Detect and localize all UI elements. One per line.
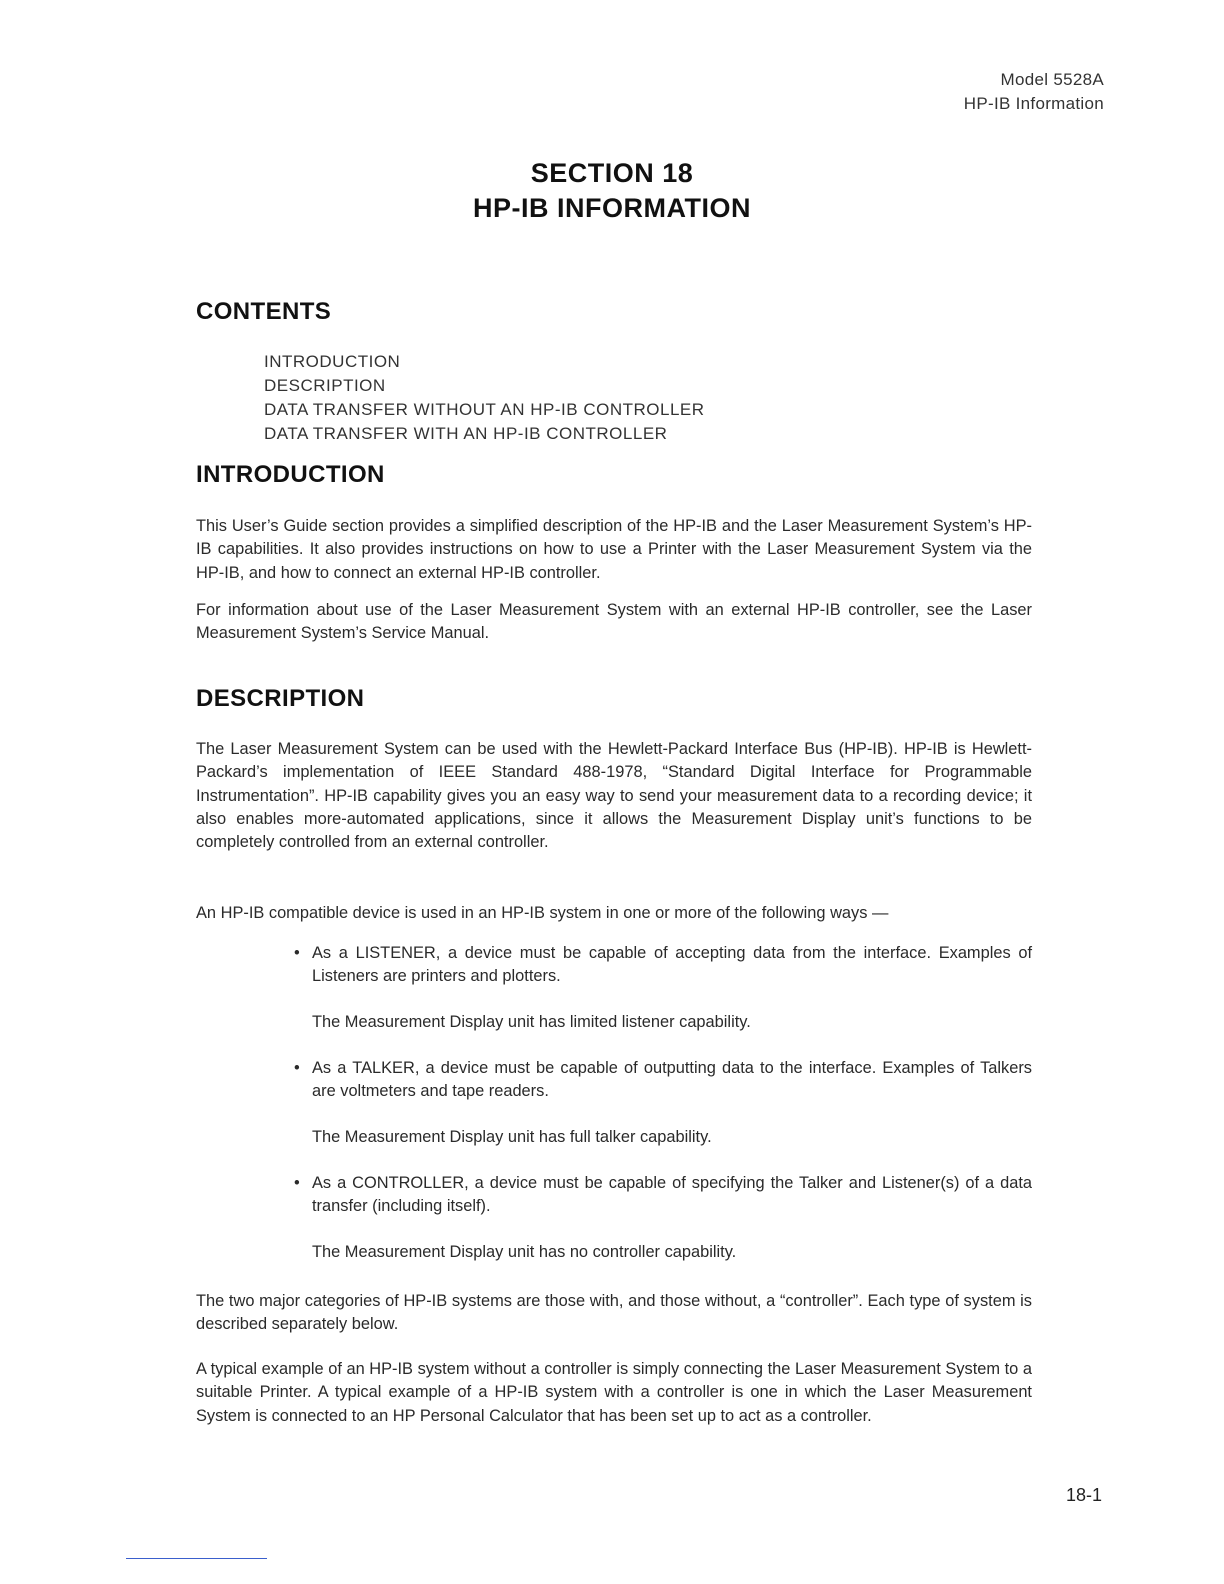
contents-item: DESCRIPTION [264,376,386,395]
bullet-icon: • [294,944,300,962]
contents-item: DATA TRANSFER WITH AN HP-IB CONTROLLER [264,424,668,443]
bullet-item-controller [296,1172,1032,1219]
section-title [0,156,1224,226]
running-header [964,68,1104,116]
divider-line [126,1558,267,1559]
page-number: 18-1 [1065,1485,1102,1505]
bullet-icon: • [294,1059,300,1077]
bullet-note: The Measurement Display unit has full talker capability. [312,1128,712,1146]
description-paragraph-1: The Laser Measurement System can be used with the Hewlett-Packard Interface Bus (HP-IB). HP-IB is Hewlett-Packard’s implementation of IEEE Standard 488-1978, “Standard Digital Interface for Programmable Instrumentation”. HP-IB capability gives you an easy way to send your measurement data to a recording device; it also enables more-automated applications, since it allows the Measurement Display unit’s functions to be completely controlled from an external controller. [196,740,1032,852]
description-paragraph-3: The two major categories of HP-IB systems are those with, and those without, a “controller”. Each type of system is described separately below. [196,1292,1032,1334]
bullet-text: As a CONTROLLER, a device must be capable of specifying the Talker and Listener(s) of a data transfer (including itself). [312,1174,1032,1216]
contents-item: DATA TRANSFER WITHOUT AN HP-IB CONTROLLER [264,400,705,419]
contents-list [264,350,705,446]
header-subject: HP-IB Information [963,94,1104,113]
description-paragraph-2: An HP-IB compatible device is used in an HP-IB system in one or more of the following ways — [196,904,889,922]
introduction-heading: INTRODUCTION [196,461,385,488]
section-number: SECTION 18 [530,158,694,188]
bullet-text: As a TALKER, a device must be capable of outputting data to the interface. Examples of Talkers are voltmeters and tape readers. [312,1059,1032,1101]
introduction-paragraph-1: This User’s Guide section provides a simplified description of the HP-IB and the Laser Measurement System’s HP-IB capabilities. It also provides instructions on how to use a Printer with the Laser Measurement System via the HP-IB, and how to connect an external HP-IB controller. [196,517,1032,582]
contents-item: INTRODUCTION [264,352,401,371]
header-model: Model 5528A [1000,70,1104,89]
introduction-paragraph-2: For information about use of the Laser Measurement System with an external HP-IB controller, see the Laser Measurement System’s Service Manual. [196,601,1032,643]
section-name: HP-IB INFORMATION [473,193,751,223]
bullet-text: As a LISTENER, a device must be capable of accepting data from the interface. Examples of Listeners are printers and plotters. [312,944,1032,986]
bullet-icon: • [294,1174,300,1192]
bullet-note: The Measurement Display unit has limited listener capability. [312,1013,751,1031]
contents-heading: CONTENTS [196,298,332,325]
description-heading: DESCRIPTION [196,685,365,712]
description-paragraph-4: A typical example of an HP-IB system without a controller is simply connecting the Laser Measurement System to a suitable Printer. A typical example of a HP-IB system with a controller is one in which the Laser Measurement System is connected to an HP Personal Calculator that has been set up to act as a controller. [196,1360,1032,1425]
bullet-item-listener [296,942,1032,989]
bullet-note: The Measurement Display unit has no controller capability. [312,1243,737,1261]
bullet-item-talker [296,1057,1032,1104]
